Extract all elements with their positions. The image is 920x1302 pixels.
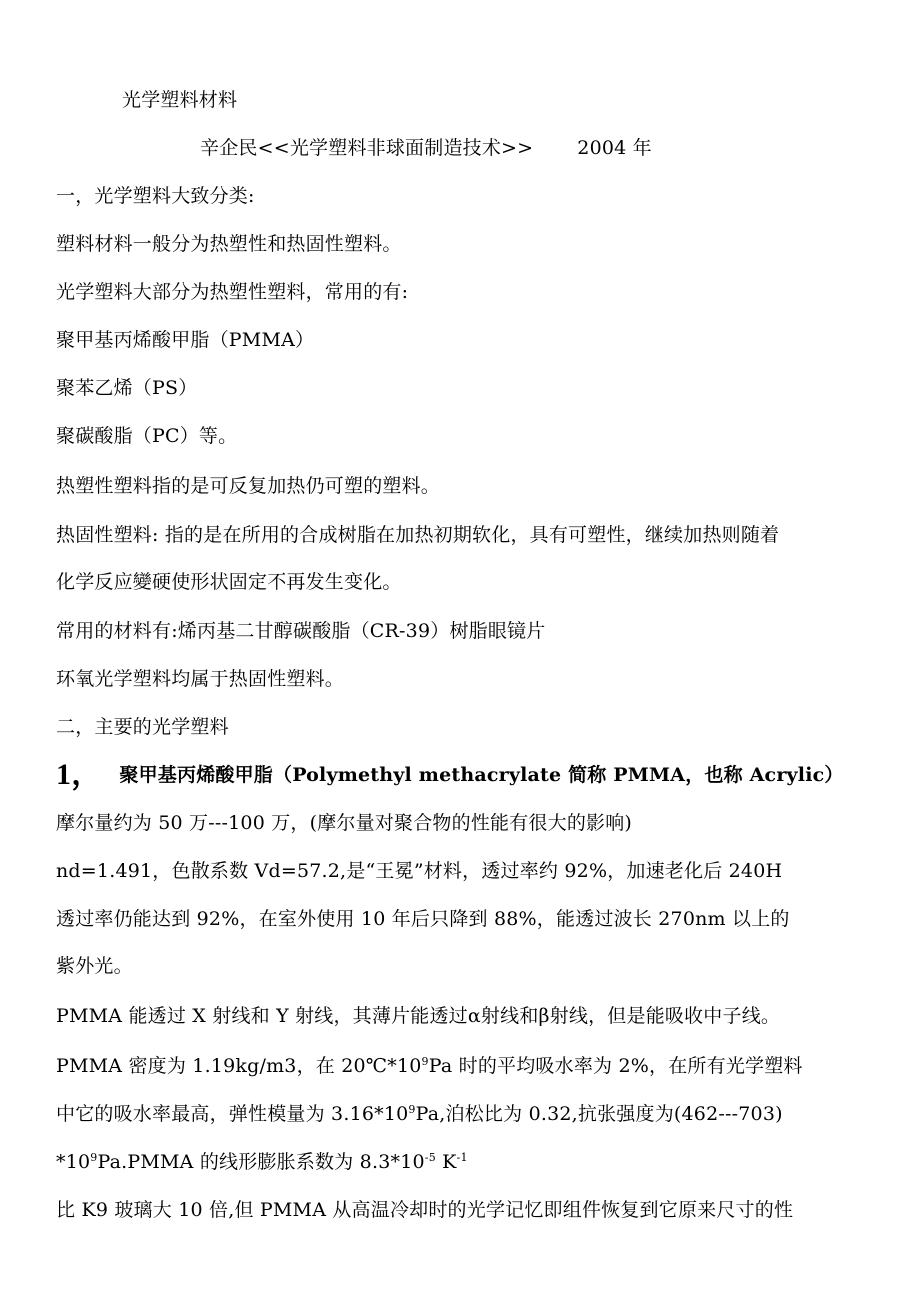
text-segment: 中它的吸水率最高，弹性模量为 3.16*10 — [56, 1103, 409, 1125]
paragraph-line: 热塑性塑料指的是可反复加热仍可塑的塑料。 — [56, 475, 441, 497]
paragraph-line: 聚苯乙烯（PS） — [56, 377, 198, 399]
doc-title: 光学塑料材料 — [122, 89, 238, 111]
source-reference: 辛企民<<光学塑料非球面制造技术>> — [200, 137, 534, 159]
paragraph-line: 摩尔量约为 50 万---100 万，(摩尔量对聚合物的性能有很大的影响) — [56, 812, 633, 834]
paragraph-line: 聚碳酸脂（PC）等。 — [56, 425, 238, 447]
section-number: 1， — [56, 758, 102, 791]
text-segment: Pa,泊松比为 0.32,抗张强度为(462---703) — [415, 1103, 783, 1125]
paragraph-line: 常用的材料有:烯丙基二甘醇碳酸脂（CR-39）树脂眼镜片 — [56, 620, 546, 642]
paragraph-line: 环氧光学塑料均属于热固性塑料。 — [56, 668, 345, 690]
paragraph-line: 透过率仍能达到 92%，在室外使用 10 年后只降到 88%，能透过波长 270nm 以上的 — [56, 908, 790, 930]
text-segment: *10 — [56, 1151, 91, 1173]
section-title: 聚甲基丙烯酸甲脂（Polymethyl methacrylate 简称 PMMA，也称 Acrylic） — [119, 764, 844, 786]
paragraph-line — [56, 1054, 803, 1078]
text-segment: PMMA 密度为 1.19kg/m3，在 20℃*10 — [56, 1055, 422, 1077]
superscript: 9 — [421, 1055, 429, 1068]
paragraph-line: 紫外光。 — [56, 955, 133, 977]
publication-year: 2004 年 — [577, 137, 652, 159]
superscript: -1 — [456, 1151, 468, 1164]
paragraph-line — [56, 1102, 783, 1126]
section-heading: 二，主要的光学塑料 — [56, 716, 229, 738]
paragraph-line: 聚甲基丙烯酸甲脂（PMMA） — [56, 329, 315, 351]
paragraph-line: 光学塑料大部分为热塑性塑料，常用的有: — [56, 281, 409, 303]
paragraph-line: nd=1.491，色散系数 Vd=57.2,是“王冕”材料，透过率约 92%，加速老化后 240H — [56, 860, 783, 882]
text-segment: Pa.PMMA 的线形膨胀系数为 8.3*10 — [97, 1151, 425, 1173]
paragraph-line: 比 K9 玻璃大 10 倍,但 PMMA 从高温冷却时的光学记忆即组件恢复到它原来尺寸的性 — [56, 1199, 794, 1221]
superscript: -5 — [424, 1151, 436, 1164]
paragraph-line: 塑料材料一般分为热塑性和热固性塑料。 — [56, 233, 402, 255]
text-segment: K — [435, 1151, 457, 1173]
paragraph-line — [56, 1150, 468, 1174]
doc-subtitle — [200, 136, 652, 160]
text-segment: Pa 时的平均吸水率为 2%，在所有光学塑料 — [428, 1055, 803, 1077]
paragraph-line: PMMA 能透过 X 射线和 Y 射线，其薄片能透过α射线和β射线，但是能吸收中子线。 — [56, 1005, 781, 1027]
paragraph-line: 一，光学塑料大致分类: — [56, 185, 255, 207]
superscript: 9 — [408, 1103, 416, 1116]
superscript: 9 — [90, 1151, 98, 1164]
paragraph-line: 化学反应變硬使形状固定不再发生变化。 — [56, 571, 402, 593]
paragraph-line: 热固性塑料: 指的是在所用的合成树脂在加热初期软化，具有可塑性，继续加热则随着 — [56, 524, 780, 546]
subsection-heading — [56, 758, 844, 791]
